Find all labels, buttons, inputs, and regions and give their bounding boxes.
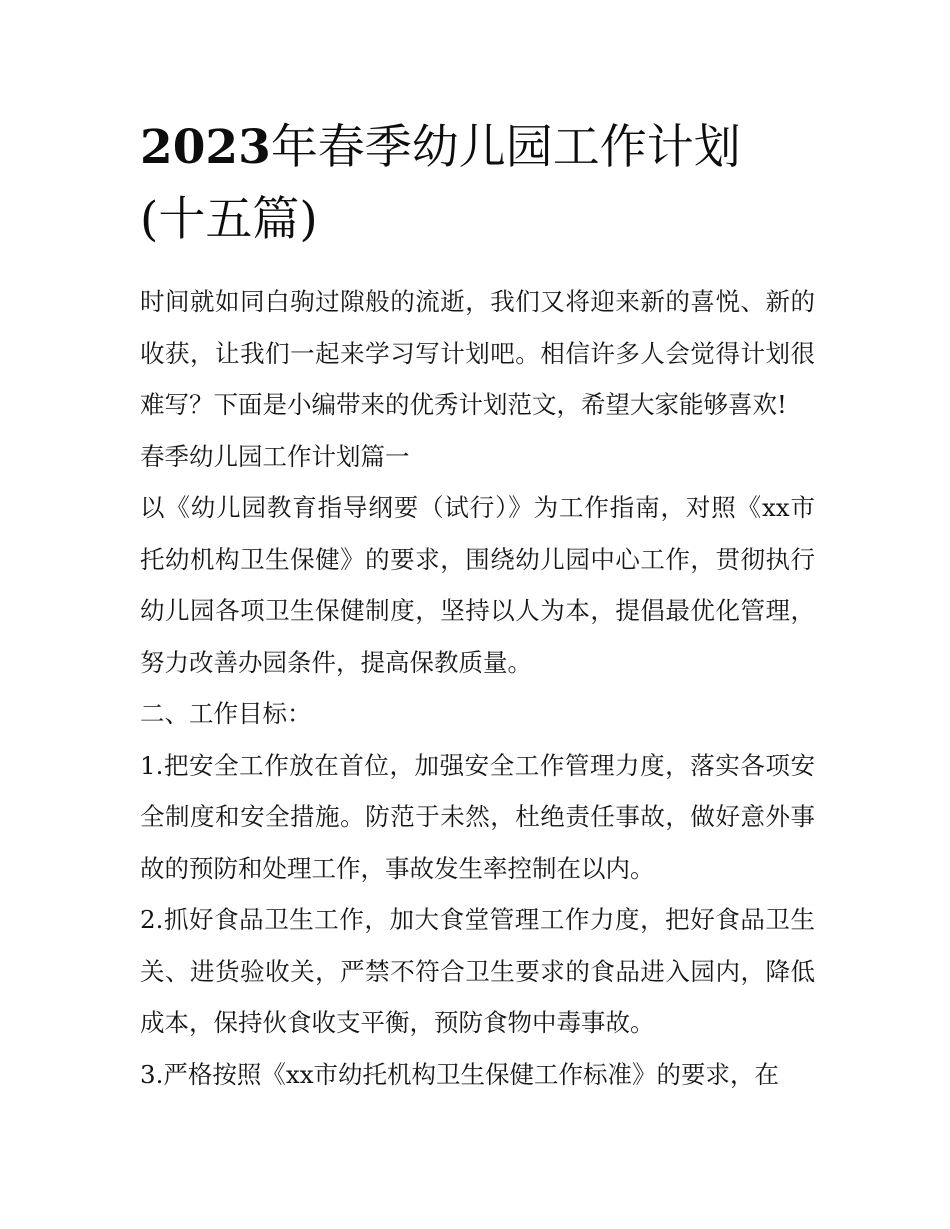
title-line-2: (十五篇) [140,192,318,247]
intro-paragraph: 时间就如同白驹过隙般的流逝，我们又将迎来新的喜悦、新的收获，让我们一起来学习写计划吧。相信许多人会觉得计划很难写？下面是小编带来的优秀计划范文，希望大家能够喜欢! [140,287,815,419]
goal-item-3: 3.严格按照《xx市幼托机构卫生保健工作标准》的要求，在 [140,1059,780,1089]
title-line-1-text: 年春季幼儿园工作计划 [270,120,741,175]
guideline-paragraph: 以《幼儿园教育指导纲要（试行）》为工作指南，对照《xx市托幼机构卫生保健》的要求，围绕幼儿园中心工作，贯彻执行幼儿园各项卫生保健制度，坚持以人为本，提倡最优化管理，努力改善办园条件，提高保教质量。 [140,493,815,677]
goal-item-2: 2.抓好食品卫生工作，加大食堂管理工作力度，把好食品卫生关、进货验收关，严禁不符合卫生要求的食品进入园内，降低成本，保持伙食收支平衡，预防食物中毒事故。 [140,905,815,1037]
section-heading: 春季幼儿园工作计划篇一 [140,441,410,471]
document-body [140,276,815,1100]
document-content [140,112,815,1100]
goals-heading: 二、工作目标： [140,699,312,728]
title-line-1 [140,112,815,184]
document-title [140,112,815,256]
title-year: 2023 [140,120,271,175]
goal-item-1: 1.把安全工作放在首位，加强安全工作管理力度，落实各项安全制度和安全措施。防范于未然，杜绝责任事故，做好意外事故的预防和处理工作，事故发生率控制在以内。 [140,750,815,883]
